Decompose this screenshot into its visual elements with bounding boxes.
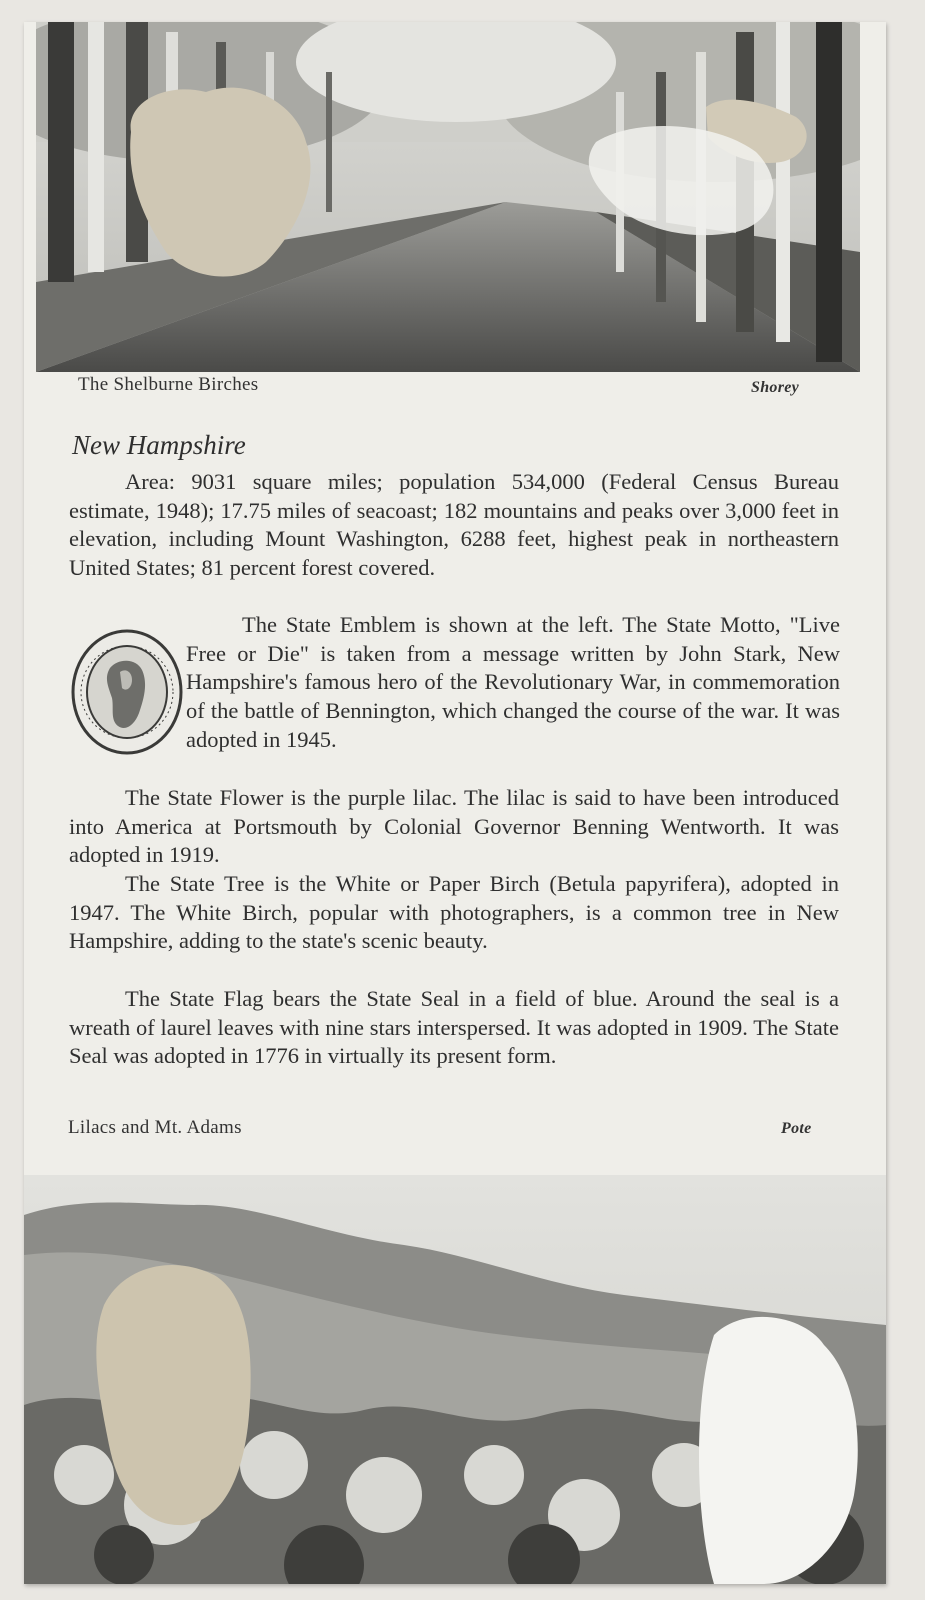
bottom-photo-caption: Lilacs and Mt. Adams bbox=[68, 1117, 242, 1138]
photo-lilacs-mt-adams bbox=[24, 1175, 886, 1584]
lilacs-mountain-image bbox=[24, 1175, 886, 1584]
bottom-photo-credit: Pote bbox=[781, 1120, 812, 1137]
state-emblem bbox=[70, 628, 184, 756]
state-seal-icon bbox=[70, 628, 184, 756]
paragraph-tree: The State Tree is the White or Paper Birch (Betula papyrifera), adopted in 1947. The White Birch, popular with photographers, is a common tree in New Hampshire, adding to the state's scenic beauty. bbox=[69, 871, 839, 954]
paragraph-flower: The State Flower is the purple lilac. The lilac is said to have been introduced into America at Portsmouth by Colonial Governor Benning Wentworth. It was adopted in 1919. bbox=[69, 785, 839, 868]
top-photo-caption: The Shelburne Birches bbox=[78, 374, 259, 395]
paragraph-flag: The State Flag bears the State Seal in a field of blue. Around the seal is a wreath of laurel leaves with nine stars interspersed. It was adopted in 1909. The State Seal was adopted in 1776 in virtually its present form. bbox=[69, 986, 839, 1069]
paragraph-emblem: The State Emblem is shown at the left. The State Motto, "Live Free or Die" is taken from a message written by John Stark, New Hampshire's famous hero of the Revolutionary War, in commemoration of the battle of Bennington, which changed the course of the war. It was adopted in 1945. bbox=[186, 612, 840, 752]
paragraph-area: Area: 9031 square miles; population 534,000 (Federal Census Bureau estimate, 1948); 17.75 miles of seacoast; 182 mountains and peaks over 3,000 feet in elevation, including Mount Washington, 6288 feet, highest peak in northeastern United States; 81 percent forest covered. bbox=[69, 469, 839, 581]
photo-shelburne-birches bbox=[36, 22, 860, 372]
document-page bbox=[24, 22, 886, 1584]
page-title: New Hampshire bbox=[72, 430, 246, 460]
birch-road-image bbox=[36, 22, 860, 372]
top-photo-credit: Shorey bbox=[751, 379, 800, 396]
